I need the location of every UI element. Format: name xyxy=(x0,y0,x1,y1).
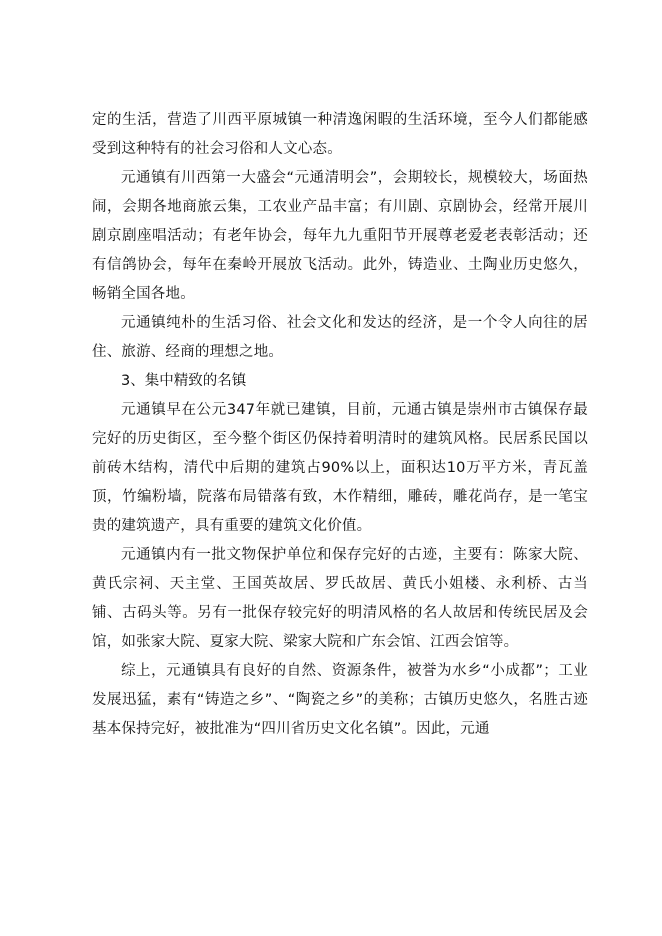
paragraph-summary: 综上，元通镇具有良好的自然、资源条件，被誉为水乡“小成都”；工业发展迅猛，素有“铸造之乡”、“陶瓷之乡”的美称；古镇历史悠久，名胜古迹基本保持完好，被批准为“四川省历史文化名镇”。因此，元通 xyxy=(92,663,588,737)
paragraph-ideal-place: 元通镇纯朴的生活习俗、社会文化和发达的经济，是一个令人向往的居住、旅游、经商的理想之地。 xyxy=(92,315,588,360)
document-body xyxy=(92,106,588,744)
paragraph-festival: 元通镇有川西第一大盛会“元通清明会”，会期较长，规模较大，场面热闹，会期各地商旅云集，工农业产品丰富；有川剧、京剧协会，经常开展川剧京剧座唱活动；有老年协会，每年九九重阳节开展尊老爱老表彰活动；还有信鸽协会，每年在秦岭开展放飞活动。此外，铸造业、土陶业历史悠久，畅销全国各地。 xyxy=(92,170,588,302)
paragraph-relics: 元通镇内有一批文物保护单位和保存完好的古迹，主要有：陈家大院、黄氏宗祠、天主堂、王国英故居、罗氏故居、黄氏小姐楼、永利桥、古当铺、古码头等。另有一批保存较完好的明清风格的名人故居和传统民居及会馆，如张家大院、夏家大院、梁家大院和广东会馆、江西会馆等。 xyxy=(92,547,588,650)
paragraph-continuation: 定的生活，营造了川西平原城镇一种清逸闲暇的生活环境，至今人们都能感受到这种特有的社会习俗和人文心态。 xyxy=(92,112,588,157)
section-heading: 3、集中精致的名镇 xyxy=(121,373,247,389)
paragraph-history: 元通镇早在公元347年就已建镇，目前，元通古镇是崇州市古镇保存最完好的历史街区，至今整个街区仍保持着明清时的建筑风格。民居系民国以前砖木结构，清代中后期的建筑占90%以上，面积达10万平方米，青瓦盖顶，竹编粉墙，院落布局错落有致，木作精细，雕砖，雕花尚存，是一笔宝贵的建筑遗产，具有重要的建筑文化价值。 xyxy=(92,402,588,534)
